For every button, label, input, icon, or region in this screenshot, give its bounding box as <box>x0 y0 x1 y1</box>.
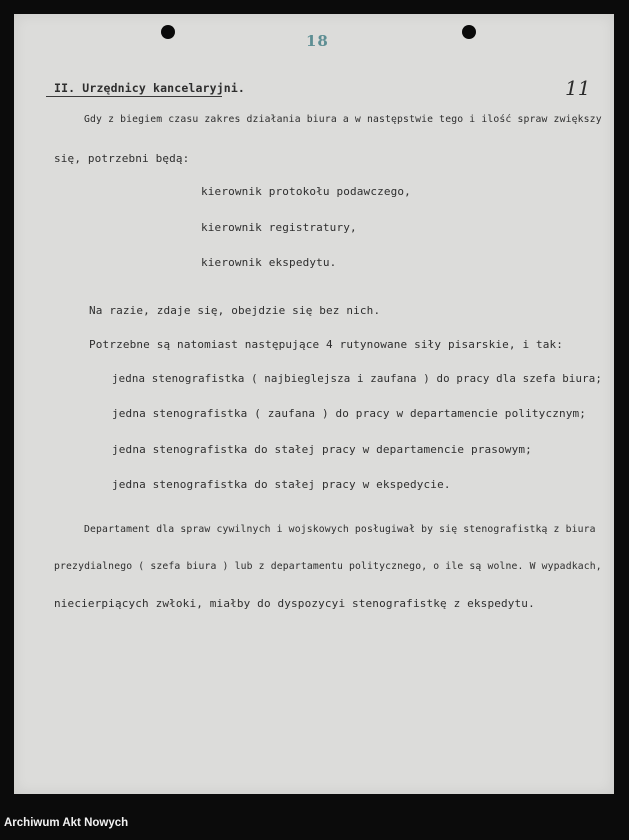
paragraph1-line1: Gdy z biegiem czasu zakres działania biura a w następstwie tego i ilość spraw zwiększy <box>84 114 602 125</box>
page-number: 18 <box>306 32 329 50</box>
position-item: kierownik protokołu podawczego, <box>201 185 411 198</box>
heading-underline <box>46 96 222 97</box>
archive-footer-label: Archiwum Akt Nowych <box>4 817 129 829</box>
position-item: kierownik ekspedytu. <box>201 256 337 269</box>
staff-intro: Potrzebne są natomiast następujące 4 rutynowane siły pisarskie, i tak: <box>89 338 564 351</box>
final-paragraph-line3: niecierpiących zwłoki, miałby do dyspozycyi stenografistkę z ekspedytu. <box>54 597 535 610</box>
paragraph1-line2: się, potrzebni będą: <box>54 152 190 165</box>
section-heading: II. Urzędnicy kancelaryjni. <box>54 81 245 95</box>
stenographer-item: jedna stenografistka ( zaufana ) do pracy w departamencie politycznym; <box>112 407 587 420</box>
sentence-for-now: Na razie, zdaje się, obejdzie się bez nich. <box>89 304 381 317</box>
final-paragraph-line1: Departament dla spraw cywilnych i wojskowych posługiwał by się stenografistką z biura <box>84 524 596 535</box>
document-page <box>14 14 614 794</box>
punch-hole-left <box>161 25 175 39</box>
stenographer-item: jedna stenografistka do stałej pracy w departamencie prasowym; <box>112 443 532 456</box>
archive-page-mark: 11 <box>565 76 591 100</box>
stenographer-item: jedna stenografistka do stałej pracy w ekspedycie. <box>112 478 451 491</box>
position-item: kierownik registratury, <box>201 221 357 234</box>
final-paragraph-line2: prezydialnego ( szefa biura ) lub z departamentu politycznego, o ile są wolne. W wypadkach, <box>54 561 602 572</box>
stenographer-item: jedna stenografistka ( najbieglejsza i zaufana ) do pracy dla szefa biura; <box>112 372 603 385</box>
punch-hole-right <box>462 25 476 39</box>
